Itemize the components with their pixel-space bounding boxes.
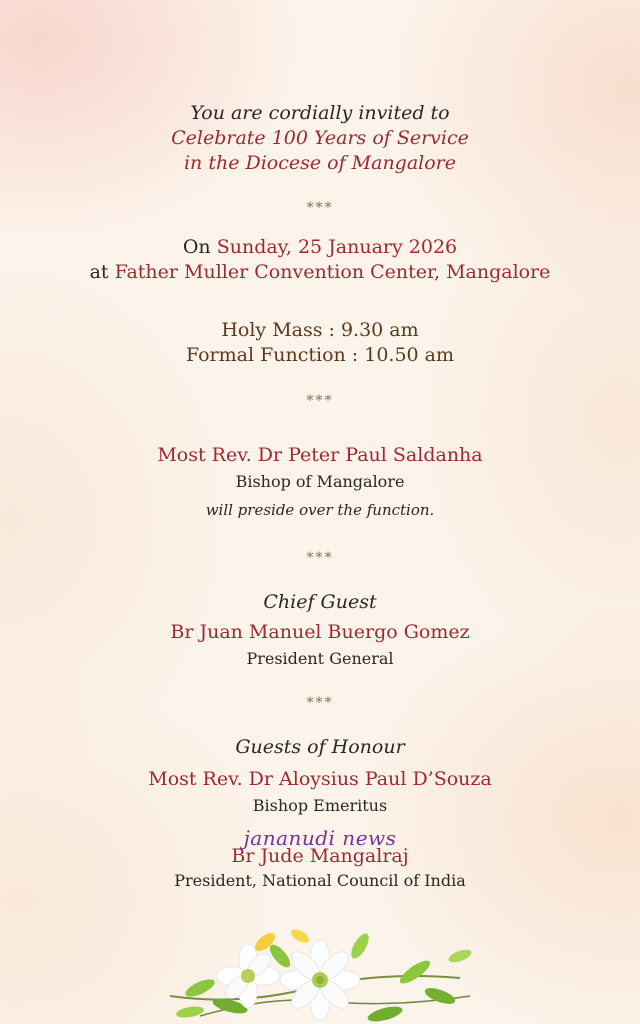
guest-of-honour-name: Br Jude Mangalraj [231, 845, 409, 867]
invite-line: You are cordially invited to [190, 102, 450, 124]
guest-of-honour-name: Most Rev. Dr Aloysius Paul D’Souza [148, 768, 492, 790]
presider-title: Bishop of Mangalore [235, 472, 405, 491]
date-value: Sunday, 25 January 2026 [216, 236, 458, 258]
celebration-subtitle: in the Diocese of Mangalore [183, 152, 457, 174]
mass-time: Holy Mass : 9.30 am [221, 319, 419, 341]
function-time: Formal Function : 10.50 am [185, 344, 455, 366]
venue-prefix: at [89, 261, 109, 283]
separator: *** [306, 550, 334, 566]
event-venue [0, 263, 640, 282]
chief-guest-title: President General [246, 649, 394, 668]
flower-bouquet-icon [160, 926, 480, 1024]
presider-note: will preside over the function. [205, 501, 435, 519]
separator: *** [306, 393, 334, 409]
venue-value: Father Muller Convention Center, Mangalore [114, 261, 551, 283]
guest-of-honour-title: President, National Council of India [174, 871, 466, 890]
chief-guest-name: Br Juan Manuel Buergo Gomez [170, 621, 470, 643]
event-date [0, 238, 640, 257]
watermark: jananudi news [243, 826, 397, 850]
separator: *** [306, 695, 334, 711]
presider-name: Most Rev. Dr Peter Paul Saldanha [157, 444, 483, 466]
guest-of-honour-title: Bishop Emeritus [252, 796, 388, 815]
celebration-title: Celebrate 100 Years of Service [171, 127, 469, 149]
separator: *** [306, 200, 334, 216]
guests-of-honour-heading: Guests of Honour [235, 736, 405, 758]
date-prefix: On [182, 236, 211, 258]
chief-guest-heading: Chief Guest [263, 591, 377, 613]
